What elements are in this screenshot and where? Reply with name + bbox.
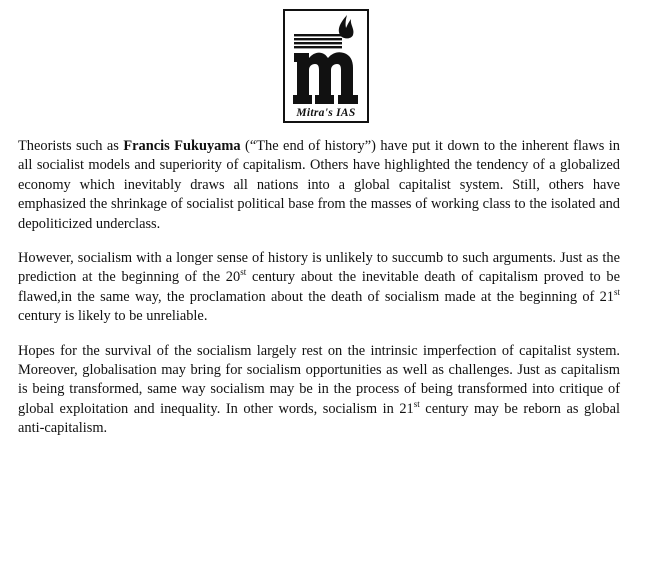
logo-graphic (285, 11, 367, 121)
document-body (18, 137, 620, 454)
paragraph-1 (18, 137, 620, 234)
text-segment: century about the inevitable death of capitalism proved to be flawed,in the same way, the proclamation about the death of socialism made at the beginning of 21 (18, 269, 620, 305)
text-segment: Hopes for the survival of the socialism largely rest on the intrinsic imperfection of capitalist system. Moreover, globalisation may bring for socialism opportunities as well as challenges. Just as capitalism is being transformed, same way socialism may be in the process of being transformed into critique of global exploitation and inequality. In other words, socialism in 21 (18, 342, 620, 417)
text-segment: However, socialism with a longer sense of history is unlikely to succumb to such arguments. Just as the prediction at the beginning of the 20 (18, 250, 620, 286)
paragraph-3 (18, 342, 620, 439)
paragraph-2 (18, 249, 620, 327)
text-segment: (“The end of history”) have put it down to the inherent flaws in all socialist models and superiority of capitalism. Others have highlighted the tendency of a globalized economy which inevitably draws all nations into a global capitalist system. Still, others have emphasized the shrinkage of socialist political base from the masses of working class to the isolated and depoliticized underclass. (18, 138, 620, 232)
mitras-ias-logo (283, 9, 369, 123)
text-segment: Theorists such as (18, 138, 124, 154)
author-name: Francis Fukuyama (123, 138, 241, 154)
ordinal-suffix: st (240, 267, 247, 278)
logo-stripes (294, 34, 342, 48)
logo-letter-m (293, 52, 358, 104)
logo-caption: Mitra's IAS (296, 107, 356, 119)
text-segment: century may be reborn as global anti-capitalism. (18, 400, 620, 437)
ordinal-suffix: st (613, 287, 620, 298)
text-segment: century is likely to be unreliable. (18, 308, 208, 325)
ordinal-suffix: st (413, 399, 420, 410)
